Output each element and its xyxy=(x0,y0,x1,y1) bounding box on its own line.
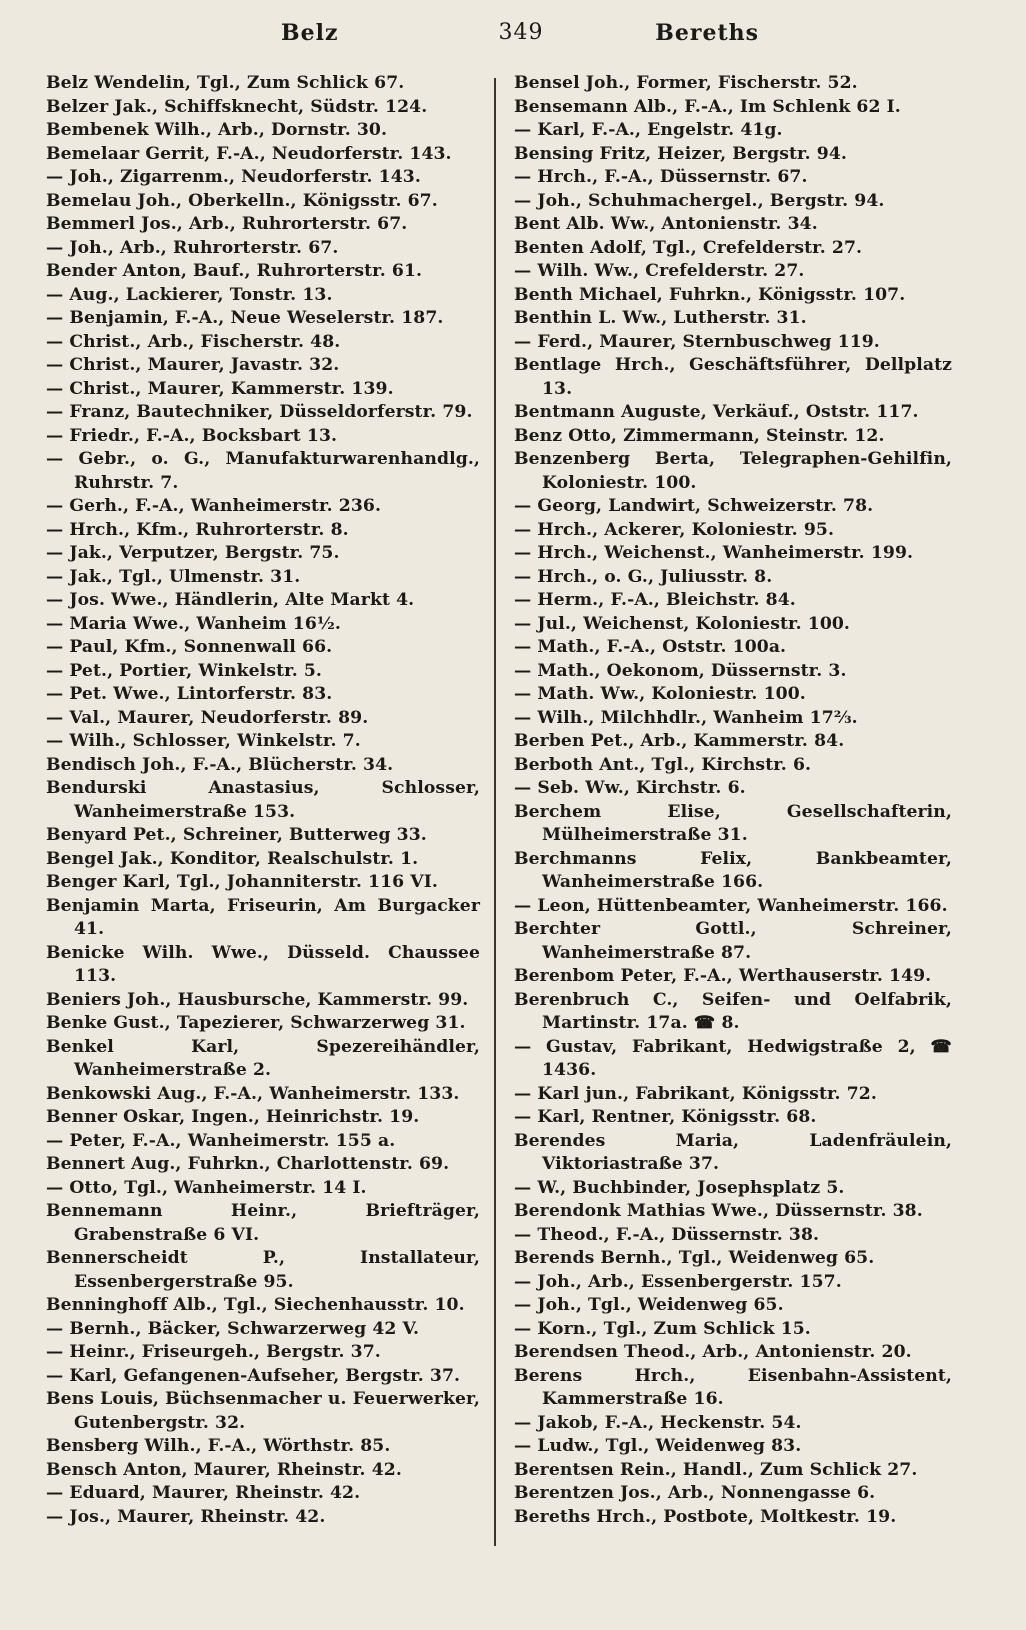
directory-entry: — Val., Maurer, Neudorferstr. 89. xyxy=(46,707,369,728)
directory-entry: — Joh., Zigarrenm., Neudorferstr. 143. xyxy=(46,167,421,187)
directory-entry: — Ludw., Tgl., Weidenweg 83. xyxy=(514,1436,802,1456)
directory-entry: — Georg, Landwirt, Schweizerstr. 78. xyxy=(514,496,874,516)
directory-entry: — W., Buchbinder, Josephsplatz 5. xyxy=(514,1177,845,1198)
directory-entry: — Leon, Hüttenbeamter, Wanheimerstr. 166. xyxy=(514,895,948,916)
directory-entry: Benthin L. Ww., Lutherstr. 31. xyxy=(514,308,807,328)
directory-entry: — Seb. Ww., Kirchstr. 6. xyxy=(514,778,746,798)
directory-entry: — Pet. Wwe., Lintorferstr. 83. xyxy=(46,684,333,704)
directory-entry: — Jos., Maurer, Rheinstr. 42. xyxy=(46,1506,326,1527)
directory-entry: Benten Adolf, Tgl., Crefelderstr. 27. xyxy=(514,237,863,258)
directory-entry: — Math. Ww., Koloniestr. 100. xyxy=(514,684,806,704)
directory-entry: — Joh., Arb., Ruhrorterstr. 67. xyxy=(46,237,339,258)
directory-entry: — Karl jun., Fabrikant, Königsstr. 72. xyxy=(514,1083,877,1104)
directory-entry: Bemelaar Gerrit, F.-A., Neudorferstr. 143. xyxy=(46,143,452,164)
directory-entry: Benjamin Marta, Friseurin, Am Burgacker 41. xyxy=(46,895,480,939)
directory-entry: — Karl, Rentner, Königsstr. 68. xyxy=(514,1107,817,1127)
directory-entry: Bent Alb. Ww., Antonienstr. 34. xyxy=(514,214,818,234)
directory-entry: — Gerh., F.-A., Wanheimerstr. 236. xyxy=(46,496,382,516)
directory-entry: — Joh., Schuhmachergel., Bergstr. 94. xyxy=(514,190,885,211)
directory-entry: — Aug., Lackierer, Tonstr. 13. xyxy=(46,284,333,305)
directory-entry: — Joh., Arb., Essenbergerstr. 157. xyxy=(514,1271,842,1292)
left-column xyxy=(46,72,480,1529)
directory-entry: Bensel Joh., Former, Fischerstr. 52. xyxy=(514,73,858,93)
directory-entry: — Hrch., o. G., Juliusstr. 8. xyxy=(514,566,773,587)
directory-entry: — Jos. Wwe., Händlerin, Alte Markt 4. xyxy=(46,590,415,610)
directory-entry: — Bernh., Bäcker, Schwarzerweg 42 V. xyxy=(46,1318,420,1339)
directory-entry: — Hrch., Kfm., Ruhrorterstr. 8. xyxy=(46,519,349,540)
directory-entry: — Gustav, Fabrikant, Hedwigstraße 2, ☎ 1436. xyxy=(514,1036,952,1080)
directory-entry: Benner Oskar, Ingen., Heinrichstr. 19. xyxy=(46,1107,420,1127)
directory-entry: — Karl, F.-A., Engelstr. 41g. xyxy=(514,120,783,140)
directory-entry: Bemmerl Jos., Arb., Ruhrorterstr. 67. xyxy=(46,214,408,234)
directory-entry: Berendonk Mathias Wwe., Düssernstr. 38. xyxy=(514,1201,923,1221)
directory-entry: Bender Anton, Bauf., Ruhrorterstr. 61. xyxy=(46,261,423,281)
directory-entry: Benyard Pet., Schreiner, Butterweg 33. xyxy=(46,825,427,845)
directory-entry: Bengel Jak., Konditor, Realschulstr. 1. xyxy=(46,848,419,869)
directory-entry: Bennert Aug., Fuhrkn., Charlottenstr. 69. xyxy=(46,1154,450,1174)
directory-entry: Bentlage Hrch., Geschäftsführer, Dellplatz 13. xyxy=(514,355,952,399)
directory-entry: — Benjamin, F.-A., Neue Weselerstr. 187. xyxy=(46,308,444,328)
directory-entry: — Paul, Kfm., Sonnenwall 66. xyxy=(46,637,333,657)
directory-entry: — Korn., Tgl., Zum Schlick 15. xyxy=(514,1318,811,1339)
directory-entry: Benth Michael, Fuhrkn., Königsstr. 107. xyxy=(514,284,906,305)
directory-entry: Bendisch Joh., F.-A., Blücherstr. 34. xyxy=(46,754,394,775)
directory-entry: — Jakob, F.-A., Heckenstr. 54. xyxy=(514,1412,802,1433)
directory-entry: Benzenberg Berta, Telegraphen-Gehilfin, Koloniestr. 100. xyxy=(514,449,952,493)
directory-entry: — Theod., F.-A., Düssernstr. 38. xyxy=(514,1224,820,1245)
directory-entry: — Franz, Bautechniker, Düsseldorferstr. 79. xyxy=(46,402,473,422)
directory-entry: — Christ., Maurer, Kammerstr. 139. xyxy=(46,378,394,399)
directory-entry: Benger Karl, Tgl., Johanniterstr. 116 VI. xyxy=(46,872,438,892)
directory-entry: Belzer Jak., Schiffsknecht, Südstr. 124. xyxy=(46,96,428,117)
right-column xyxy=(514,72,952,1529)
directory-entry: Benninghoff Alb., Tgl., Siechenhausstr. 10. xyxy=(46,1295,465,1315)
directory-entry: — Eduard, Maurer, Rheinstr. 42. xyxy=(46,1483,361,1503)
directory-entry: — Christ., Arb., Fischerstr. 48. xyxy=(46,331,341,352)
directory-entry: Berenbom Peter, F.-A., Werthauserstr. 149. xyxy=(514,966,932,986)
directory-entry: — Wilh. Ww., Crefelderstr. 27. xyxy=(514,261,805,281)
directory-entry: Bereths Hrch., Postbote, Moltkestr. 19. xyxy=(514,1506,897,1527)
directory-entry: Bensemann Alb., F.-A., Im Schlenk 62 I. xyxy=(514,96,901,117)
directory-entry: Beniers Joh., Hausbursche, Kammerstr. 99. xyxy=(46,989,469,1010)
directory-entry: — Christ., Maurer, Javastr. 32. xyxy=(46,355,340,375)
directory-entry: Berchter Gottl., Schreiner, Wanheimerstraße 87. xyxy=(514,919,952,963)
directory-entry: — Hrch., F.-A., Düssernstr. 67. xyxy=(514,167,808,187)
directory-entry: — Pet., Portier, Winkelstr. 5. xyxy=(46,660,323,681)
directory-entry: Bentmann Auguste, Verkäuf., Oststr. 117. xyxy=(514,402,919,422)
directory-entry: Berentzen Jos., Arb., Nonnengasse 6. xyxy=(514,1483,876,1503)
directory-entry: — Karl, Gefangenen-Aufseher, Bergstr. 37. xyxy=(46,1365,461,1386)
directory-entry: Berchmanns Felix, Bankbeamter, Wanheimerstraße 166. xyxy=(514,848,952,892)
directory-entry: Berendes Maria, Ladenfräulein, Viktoriastraße 37. xyxy=(514,1130,952,1174)
directory-entry: — Wilh., Milchhdlr., Wanheim 17⅔. xyxy=(514,707,858,728)
directory-entry: — Ferd., Maurer, Sternbuschweg 119. xyxy=(514,331,880,352)
directory-entry: Berendsen Theod., Arb., Antonienstr. 20. xyxy=(514,1342,912,1362)
directory-entry: Belz Wendelin, Tgl., Zum Schlick 67. xyxy=(46,73,405,93)
directory-entry: Berboth Ant., Tgl., Kirchstr. 6. xyxy=(514,754,812,775)
directory-entry: Berentsen Rein., Handl., Zum Schlick 27. xyxy=(514,1459,918,1480)
directory-entry: Berben Pet., Arb., Kammerstr. 84. xyxy=(514,731,845,751)
directory-entry: — Jak., Verputzer, Bergstr. 75. xyxy=(46,543,340,563)
directory-entry: Berenbruch C., Seifen- und Oelfabrik, Martinstr. 17a. ☎ 8. xyxy=(514,989,952,1033)
page-header xyxy=(46,20,974,60)
directory-entry: Berens Hrch., Eisenbahn-Assistent, Kammerstraße 16. xyxy=(514,1365,952,1409)
directory-entry: — Herm., F.-A., Bleichstr. 84. xyxy=(514,590,796,610)
directory-entry: — Otto, Tgl., Wanheimerstr. 14 I. xyxy=(46,1177,367,1198)
directory-entry: — Hrch., Ackerer, Koloniestr. 95. xyxy=(514,519,835,540)
directory-entry: Bensing Fritz, Heizer, Bergstr. 94. xyxy=(514,143,847,164)
directory-entry: Benkel Karl, Spezereihändler, Wanheimerstraße 2. xyxy=(46,1036,480,1080)
directory-entry: Berends Bernh., Tgl., Weidenweg 65. xyxy=(514,1248,875,1268)
directory-entry: Bemelau Joh., Oberkelln., Königsstr. 67. xyxy=(46,190,438,211)
header-left-keyword: Belz xyxy=(281,20,339,46)
directory-entry: — Wilh., Schlosser, Winkelstr. 7. xyxy=(46,731,361,751)
directory-entry: — Math., Oekonom, Düssernstr. 3. xyxy=(514,660,847,681)
directory-entry: Bennerscheidt P., Installateur, Essenbergerstraße 95. xyxy=(46,1248,480,1292)
directory-entry: Berchem Elise, Gesellschafterin, Mülheimerstraße 31. xyxy=(514,801,952,845)
directory-entry: — Heinr., Friseurgeh., Bergstr. 37. xyxy=(46,1342,381,1362)
directory-entry: — Hrch., Weichenst., Wanheimerstr. 199. xyxy=(514,543,914,563)
column-divider xyxy=(494,78,496,1546)
directory-entry: Benicke Wilh. Wwe., Düsseld. Chaussee 113. xyxy=(46,942,480,986)
directory-entry: Bennemann Heinr., Briefträger, Grabenstraße 6 VI. xyxy=(46,1201,480,1245)
directory-entry: Benke Gust., Tapezierer, Schwarzerweg 31. xyxy=(46,1013,466,1033)
directory-entry: — Maria Wwe., Wanheim 16½. xyxy=(46,613,342,634)
directory-entry: — Friedr., F.-A., Bocksbart 13. xyxy=(46,425,338,446)
directory-entry: — Joh., Tgl., Weidenweg 65. xyxy=(514,1295,784,1315)
directory-entry: Bembenek Wilh., Arb., Dornstr. 30. xyxy=(46,120,388,140)
directory-entry: Bendurski Anastasius, Schlosser, Wanheimerstraße 153. xyxy=(46,778,480,822)
directory-entry: Bensch Anton, Maurer, Rheinstr. 42. xyxy=(46,1459,402,1480)
directory-entry: — Gebr., o. G., Manufakturwarenhandlg., Ruhrstr. 7. xyxy=(46,449,480,493)
header-right-keyword: Bereths xyxy=(655,20,759,46)
directory-entry: Benz Otto, Zimmermann, Steinstr. 12. xyxy=(514,425,885,446)
directory-entry: — Peter, F.-A., Wanheimerstr. 155 a. xyxy=(46,1130,396,1151)
directory-entry: — Math., F.-A., Oststr. 100a. xyxy=(514,637,787,657)
directory-entry: — Jak., Tgl., Ulmenstr. 31. xyxy=(46,566,301,587)
page-number: 349 xyxy=(498,20,544,45)
directory-entry: Bensberg Wilh., F.-A., Wörthstr. 85. xyxy=(46,1436,391,1456)
directory-entry: — Jul., Weichenst, Koloniestr. 100. xyxy=(514,613,851,634)
directory-entry: Bens Louis, Büchsenmacher u. Feuerwerker, Gutenbergstr. 32. xyxy=(46,1389,480,1433)
directory-entry: Benkowski Aug., F.-A., Wanheimerstr. 133. xyxy=(46,1083,460,1104)
